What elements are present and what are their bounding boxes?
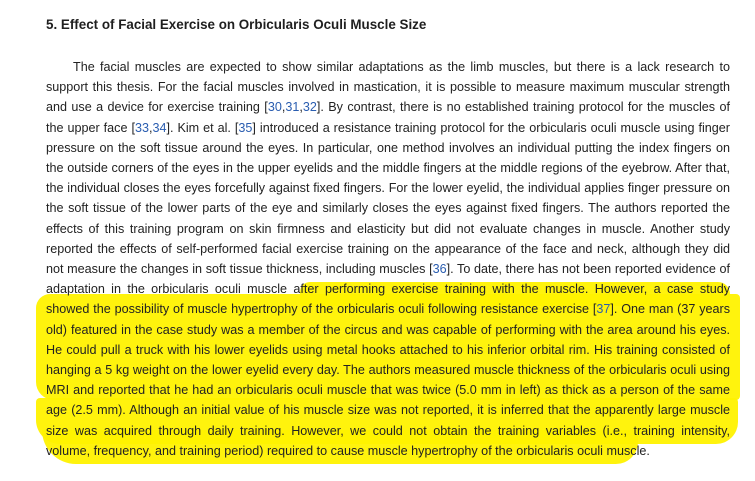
citation-link-36[interactable]: 36: [432, 262, 447, 277]
citation-link-34[interactable]: 34: [152, 120, 167, 135]
section-number: 5.: [46, 17, 58, 32]
citation-separator: ,: [281, 100, 286, 115]
citation-link-37[interactable]: 37: [596, 302, 611, 317]
body-paragraph: [46, 57, 730, 461]
section-title: Effect of Facial Exercise on Orbicularis Oculi Muscle Size: [60, 17, 427, 32]
citation-link-32[interactable]: 32: [302, 100, 317, 115]
citation-link-31[interactable]: 31: [285, 100, 300, 115]
paragraph-text: ] introduced a resistance training protocol for the orbicularis oculi muscle using finger pressure on the soft tissue around the eyes. In particular, one method involves an individual putting the index fingers on the outside corners of the eyes in the upper eyelids and the middle fingers at the middle regions of the eyebrow. After that, the individual closes the eyes forcefully against fixed fingers. For the lower eyelid, the individual applies finger pressure on the soft tissue of the lower parts of the eye and similarly closes the eyes against fixed fingers. The authors reported the effects of this training program on skin firmness and elasticity but did not evaluate changes in muscle. Another study reported the effects of self-performed facial exercise training on the appearance of the face and neck, although they did not measure the changes in soft tissue thickness, including muscles [: [46, 120, 730, 277]
paragraph-text: ]. By contrast, there is no established training protocol for the muscles of the upper face [: [46, 100, 730, 135]
article-section: [46, 14, 730, 461]
citation-link-33[interactable]: 33: [134, 120, 149, 135]
section-heading: [46, 14, 730, 36]
citation-link-35[interactable]: 35: [238, 120, 253, 135]
paragraph-text: ]. Kim et al. [: [166, 120, 239, 135]
paragraph-text: ]. One man (37 years old) featured in the case study was a member of the circus and was capable of performing with the area around his eyes. He could pull a truck with his lower eyelids using metal hooks attached to his inferior orbital rim. His training consisted of hanging a 5 kg weight on the lower eyelid every day. The authors measured muscle thickness of the orbicularis oculi using MRI and reported that he had an orbicularis oculi muscle that was twice (5.0 mm in left) as thick as a person of the same age (2.5 mm). Although an initial value of his muscle size was not reported, it is inferred that the apparently large muscle size was acquired through daily training. However, we could not obtain the training variables (i.e., training intensity, volume, frequency, and training period) required to cause muscle hypertrophy of the orbicularis oculi muscle.: [46, 302, 730, 458]
citation-link-30[interactable]: 30: [267, 100, 282, 115]
citation-separator: ,: [148, 120, 153, 135]
citation-separator: ,: [299, 100, 303, 115]
paragraph-text: ]. To date, there has not been reported evidence of adaptation in the orbicularis oculi muscle after performing exercise training with the muscle. However, a case study showed the possibility of muscle hypertrophy of the orbicularis oculi following resistance exercise [: [46, 262, 730, 317]
paragraph-text: The facial muscles are expected to show similar adaptations as the limb muscles, but there is a lack research to support this thesis. For the facial muscles involved in mastication, it is possible to measure maximum muscular strength and use a device for exercise training [: [46, 60, 730, 115]
